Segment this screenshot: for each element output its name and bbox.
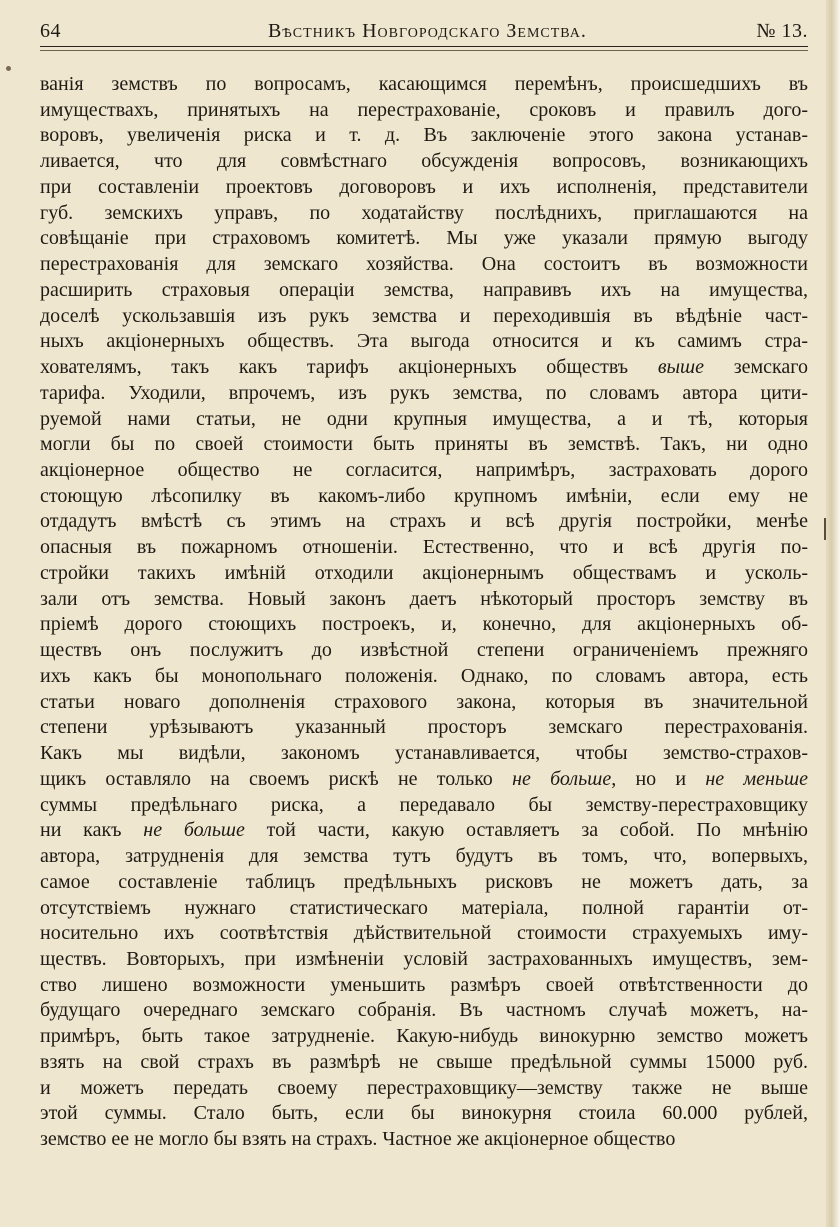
text-line: этой суммы. Стало быть, если бы винокурня стоила 60.000 рублей, [40,1102,808,1125]
text-line: перестрахованія для земскаго хозяйства. Она состоитъ въ возможности [40,253,808,276]
text-line: имуществахъ, принятыхъ на перестрахованіе, сроковъ и правилъ дого- [40,98,808,121]
gutter-mark [824,518,836,540]
text-line: воровъ, увеличенія риска и т. д. Въ заключеніе этого закона устанав- [40,124,808,147]
text-line: суммы предѣльнаго риска, а передавало бы земству-перестраховщику [40,793,808,816]
text-line: степени урѣзываютъ указанный просторъ земскаго перестрахованія. [40,716,808,739]
issue-number: № 13. [756,20,808,42]
text-run: земскаго [704,356,809,379]
emphasis: выше [657,356,705,379]
article-body [40,72,808,1153]
text-line: ществъ онъ послужитъ до извѣстной степени ограниченіемъ прежняго [40,639,808,662]
text-line: будущаго очереднаго земскаго собранія. Въ частномъ случаѣ можетъ, на- [40,999,808,1022]
text-run: щикъ оставляло на своемъ рискѣ не только [40,767,513,790]
text-line: стройки такихъ имѣній отходили акціонернымъ обществамъ и усколь- [40,561,808,584]
text-line-mixed [40,818,808,844]
text-line: пріемѣ дорого стоющихъ построекъ, и, конечно, для акціонерныхъ об- [40,613,808,636]
text-line: взять на свой страхъ въ размѣрѣ не свыше предѣльной суммы 15000 руб. [40,1050,808,1073]
text-line-mixed [40,767,808,793]
text-line: доселѣ ускользавшія изъ рукъ земства и переходившія въ вѣдѣніе част- [40,304,808,327]
text-line: статьи новаго дополненія страхового закона, которыя въ значительной [40,690,808,713]
text-line: расширить страховыя операціи земства, направивъ ихъ на имущества, [40,278,808,301]
text-line: руемой нами статьи, не одни крупныя имущества, а и тѣ, которыя [40,407,808,430]
text-line: губ. земскихъ управъ, по ходатайству послѣднихъ, приглашаются на [40,201,808,224]
text-line: автора, затрудненія для земства тутъ будутъ въ томъ, что, вопервыхъ, [40,845,808,868]
text-line-mixed [40,355,808,381]
text-run: хователямъ, такъ какъ тарифъ акціонерныхъ обществъ [40,356,658,379]
text-line: ныхъ акціонерныхъ обществъ. Эта выгода относится и къ самимъ стра- [40,330,808,353]
text-line: примѣръ, быть такое затрудненіе. Какую-нибудь винокурню земство можетъ [40,1025,808,1048]
header-rule-thin [40,50,808,51]
text-line: опасныя въ пожарномъ отношеніи. Естественно, что и всѣ другія по- [40,536,808,559]
emphasis: не больше [143,819,245,842]
emphasis: не больше [512,767,612,790]
running-header [40,18,808,48]
text-run: той части, какую оставляетъ за собой. По мнѣнію [244,819,808,842]
text-line: акціонерное общество не согласится, напримѣръ, застраховать дорого [40,459,808,482]
text-line: ливается, что для совмѣстнаго обсужденія вопросовъ, возникающихъ [40,150,808,173]
page-number: 64 [40,20,61,42]
text-line: ществъ. Вовторыхъ, при измѣненіи условій застрахованныхъ имуществъ, зем- [40,947,808,970]
text-line: могли бы по своей стоимости быть приняты въ земствѣ. Такъ, ни одно [40,433,808,456]
text-line: при составленіи проектовъ договоровъ и ихъ исполненія, представители [40,175,808,198]
text-line: носительно ихъ соотвѣтствія дѣйствительной стоимости страхуемыхъ иму- [40,922,808,945]
text-line: тарифа. Уходили, впрочемъ, изъ рукъ земства, по словамъ автора цити- [40,381,808,404]
text-run: , но и [611,767,706,790]
margin-dot [6,66,11,71]
text-run: ни какъ [40,819,144,842]
text-line: ванія земствъ по вопросамъ, касающимся перемѣнъ, происшедшихъ въ [40,73,808,95]
journal-title: Вѣстникъ Новгородскаго Земства. [268,20,587,42]
text-line: стоющую лѣсопилку въ какомъ-либо крупномъ имѣніи, если ему не [40,484,808,507]
text-line: земство ее не могло бы взять на страхъ. Частное же акціонерное общество [40,1128,676,1151]
emphasis: не меньше [705,767,809,790]
text-line: зали отъ земства. Новый законъ даетъ нѣкоторый просторъ земству въ [40,587,808,610]
text-line: ихъ какъ бы монопольнаго положенія. Однако, по словамъ автора, есть [40,664,808,687]
text-line: отсутствіемъ нужнаго статистическаго матеріала, полной гарантіи от- [40,896,808,919]
page-edge [826,0,840,1227]
text-line: самое составленіе таблицъ предѣльныхъ рисковъ не можетъ дать, за [40,870,808,893]
text-line: и можетъ передать своему перестраховщику—земству также не выше [40,1076,808,1099]
text-line: отдадутъ вмѣстѣ съ этимъ на страхъ и всѣ другія постройки, менѣе [40,510,808,533]
text-line: ство лишено возможности уменьшить размѣръ своей отвѣтственности до [40,973,808,996]
text-line: Какъ мы видѣли, закономъ устанавливается, чтобы земство-страхов- [40,742,808,765]
header-rule [40,46,808,47]
text-line: совѣщаніе при страховомъ комитетѣ. Мы уже указали прямую выгоду [40,227,808,250]
